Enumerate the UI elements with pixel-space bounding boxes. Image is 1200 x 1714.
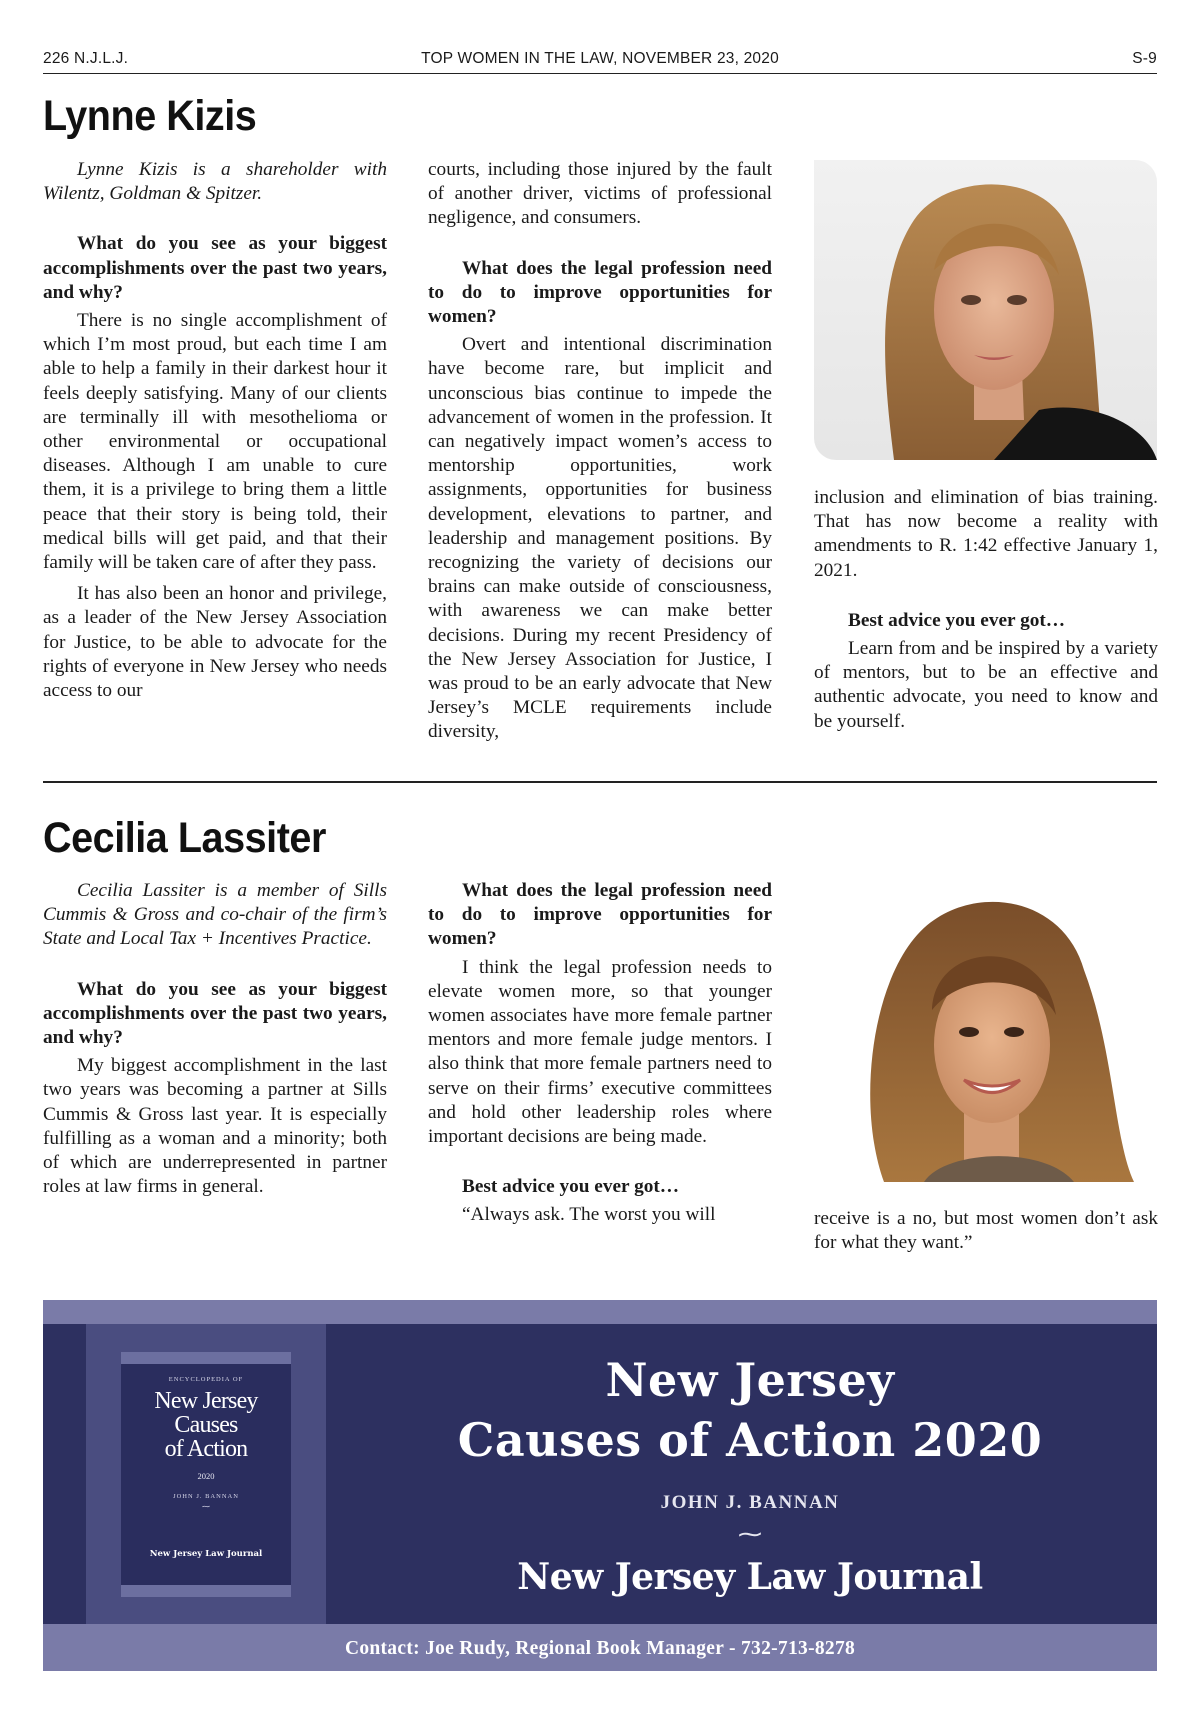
profile2-answer-advice-cont: receive is a no, but most women don’t ask for what they want.” xyxy=(814,1208,1158,1254)
profile1-answer-advice: Learn from and be inspired by a variety of mentors, but to be an effective and authentic advocate, you need to know and be yourself. xyxy=(814,638,1158,732)
ad-headline-line1: New Jersey xyxy=(605,1353,895,1407)
profile2-question-advice: Best advice you ever got… xyxy=(462,1176,680,1198)
page-folio-left: 226 N.J.L.J. xyxy=(43,50,129,67)
profile1-column-3 xyxy=(814,486,1158,741)
profile2-question-accomplishments: What do you see as your biggest accomplishments over the past two years, and why? xyxy=(43,978,387,1049)
portrait-lynne-kizis xyxy=(814,160,1157,460)
book-cover-title-line3: of Action xyxy=(164,1436,248,1462)
profile1-answer-opportunities-cont: inclusion and elimination of bias training. That has now become a reality with amendments to R. 1:42 effective January 1, 2021. xyxy=(814,487,1158,581)
ad-headline xyxy=(363,1350,1137,1470)
profile1-column-1 xyxy=(43,158,387,710)
portrait-photo-1 xyxy=(814,160,1157,460)
profile2-answer-accomplishments: My biggest accomplishment in the last two years was becoming a partner at Sills Cummis & Gross last year. It is especially fulfilling as a woman and a minority; both of which are underrepresented in partner roles at law firms in general. xyxy=(43,1055,387,1198)
book-cover-title xyxy=(121,1389,291,1461)
profile1-column-2 xyxy=(428,158,772,752)
ad-masthead-logo: New Jersey Law Journal xyxy=(517,1556,983,1598)
section-divider xyxy=(43,781,1157,783)
profile2-column-1 xyxy=(43,879,387,1206)
book-cover-masthead: New Jersey Law Journal xyxy=(149,1549,263,1559)
profile1-question-accomplishments: What do you see as your biggest accomplishments over the past two years, and why? xyxy=(43,233,387,303)
ad-author: JOHN J. BANNAN xyxy=(660,1492,840,1513)
profile1-answer-accomplishments-p1: There is no single accomplishment of which I’m most proud, but each time I am able to help a family in their darkest hour it feels deeply satisfying. Many of our clients are terminally ill with mesothelioma or other environmental or occupational diseases. Although I am unable to cure them, it is a privilege to bring them a little peace that their story is being told, their medical bills will get paid, and that their family will be taken care of after they pass. xyxy=(43,310,387,574)
page-number: S-9 xyxy=(1132,50,1157,67)
profile1-answer-accomplishments-p2: It has also been an honor and privilege, as a leader of the New Jersey Association for Justice, to be able to advocate for the rights of everyone in New Jersey who needs access to our xyxy=(43,583,387,702)
profile1-intro: Lynne Kizis is a shareholder with Wilentz, Goldman & Spitzer. xyxy=(43,159,387,205)
profile2-question-opportunities: What does the legal profession need to do to improve opportunities for women? xyxy=(428,880,772,950)
profile2-answer-opportunities: I think the legal profession needs to elevate women more, so that younger women associates have more female partner mentors and more female judge mentors. I also think that more female partners need to serve on their firms’ executive committees and hold other leadership roles where important decisions are being made. xyxy=(428,956,772,1148)
profile1-answer-accomplishments-cont: courts, including those injured by the fault of another driver, victims of professional negligence, and consumers. xyxy=(428,159,772,229)
profile-name-lassiter: Cecilia Lassiter xyxy=(43,814,326,862)
advertisement-panel xyxy=(43,1324,1157,1624)
book-advertisement xyxy=(43,1300,1157,1671)
profile2-column-2 xyxy=(428,879,772,1235)
ad-swash-ornament: ⁓ xyxy=(738,1522,762,1548)
portrait-cecilia-lassiter xyxy=(814,880,1157,1182)
profile1-answer-opportunities: Overt and intentional discrimination have become rare, but implicit and unconscious bias continue to impede the advancement of women in the profession. It can negatively impact women’s access to mentorship opportunities, work assignments, opportunities for business development, elevations to partner, and leadership and management positions. By recognizing the variety of decisions our brains can make outside of consciousness, with awareness we can make better decisions. During my recent Presidency of the New Jersey Association for Justice, I was proud to be an early advocate that New Jersey’s MCLE requirements include diversity, xyxy=(428,334,772,743)
book-cover-series: ENCYCLOPEDIA OF xyxy=(168,1376,244,1383)
book-cover-author: JOHN J. BANNAN xyxy=(173,1493,239,1500)
running-header xyxy=(43,48,1157,74)
book-cover-flourish: ⁓ xyxy=(202,1502,210,1511)
book-cover-panel xyxy=(86,1324,326,1624)
profile1-question-advice: Best advice you ever got… xyxy=(848,609,1066,631)
profile-name-kizis: Lynne Kizis xyxy=(43,92,257,140)
section-title: TOP WOMEN IN THE LAW, NOVEMBER 23, 2020 xyxy=(421,50,779,67)
profile1-question-opportunities: What does the legal profession need to do to improve opportunities for women? xyxy=(428,257,772,328)
book-cover xyxy=(121,1352,291,1597)
book-cover-year: 2020 xyxy=(197,1471,215,1481)
ad-contact: Contact: Joe Rudy, Regional Book Manager - 732-713-8278 xyxy=(344,1638,856,1659)
profile2-intro: Cecilia Lassiter is a member of Sills Cummis & Gross and co-chair of the firm’s State and Local Tax + Incentives Practice. xyxy=(43,880,387,950)
ad-headline-line2: Causes of Action 2020 xyxy=(457,1413,1043,1467)
book-cover-title-line1: New Jersey xyxy=(154,1388,258,1414)
profile2-column-3 xyxy=(814,1207,1158,1262)
book-cover-title-line2: Causes xyxy=(174,1412,238,1438)
profile2-answer-advice: “Always ask. The worst you will xyxy=(462,1204,716,1226)
portrait-photo-2 xyxy=(814,880,1157,1182)
